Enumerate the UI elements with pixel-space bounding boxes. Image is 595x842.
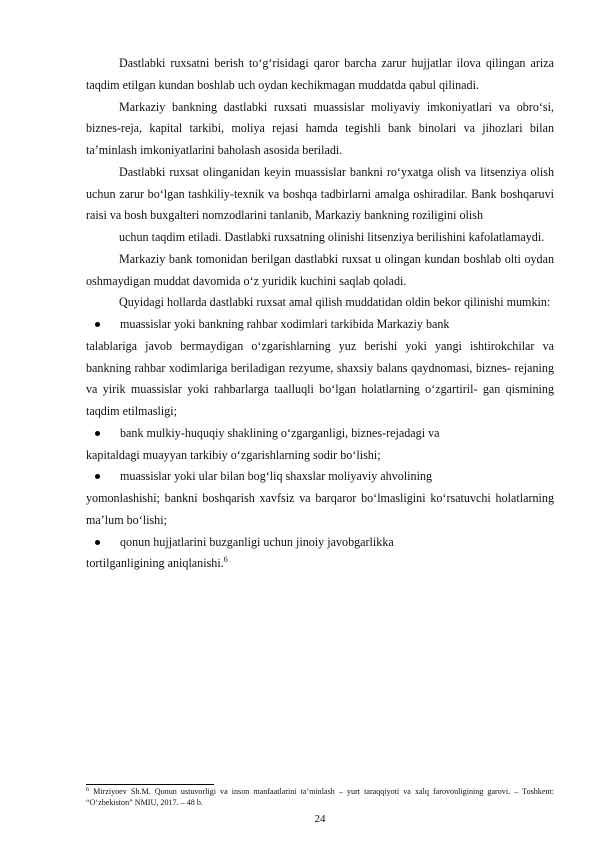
body-text (86, 53, 554, 575)
paragraph-1: Dastlabki ruxsatni berish to‘g‘risidagi qaror barcha zarur hujjatlar ilova qilingan ariza taqdim etilgan kundan boshlab uch oydan kechikmagan muddatda qabul qilinadi. (86, 56, 554, 92)
footnote-number: 6 (86, 787, 89, 793)
paragraph-6: Quyidagi hollarda dastlabki ruxsat amal qilish muddatidan oldin bekor qilinishi mumkin: (119, 295, 551, 310)
bullet-item-first-line: bank mulkiy-huquqiy shaklining o‘zgarganligi, biznes-rejadagi va (120, 425, 440, 440)
bullet-dot-icon (95, 540, 100, 545)
paragraph-4: uchun taqdim etiladi. Dastlabki ruxsatning olinishi litsenziya berilishini kafolatlamaydi. (119, 230, 545, 244)
bullet-item-first-line: muassislar yoki ular bilan bog‘liq shaxslar moliyaviy ahvolining (120, 469, 433, 484)
bullet-item-continuation: yomonlashishi; bankni boshqarish xavfsiz va barqaror bo‘lmasligini ko‘rsatuvchi holatlarning ma’lum bo‘lishi; (86, 491, 554, 527)
paragraph-5: Markaziy bank tomonidan berilgan dastlabki ruxsat u olingan kundan boshlab olti oydan oshmaydigan muddat davomida o‘z yuridik kuchini saqlab qoladi. (86, 251, 554, 288)
footnote-separator (86, 784, 214, 785)
bullet-item-first-line: muassislar yoki bankning rahbar xodimlari tarkibida Markaziy bank (120, 317, 450, 331)
page-number: 24 (314, 813, 326, 825)
footnote-reference[interactable]: 6 (223, 555, 228, 565)
bullet-dot-icon (95, 431, 100, 436)
paragraph-2: Markaziy bankning dastlabki ruxsati muassislar moliyaviy imkoniyatlari va obro‘si, biznes-reja, kapital tarkibi, moliya rejasi hamda tegishli bank binolari va jihozlari bilan ta’minlash imkoniyatlarini baholash asosida beriladi. (86, 99, 554, 157)
bullet-item-3 (86, 466, 554, 531)
bullet-item-2 (86, 423, 554, 467)
bullet-item-continuation: kapitaldagi muayyan tarkibiy o‘zgarishlarning sodir bo‘lishi; (86, 447, 381, 462)
bullet-item-continuation: talablariga javob bermaydigan o‘zgarishlarning yuz berishi yoki yangi ishtirokchilar va bankning rahbar xodimlariga beriladigan rezyume, shaxsiy balans qaydnomasi, biznes- rejaning va yirik muassislar yoki rahbarlarga taalluqli bo‘lgan holatlarning o‘zgartiril- gan qismining taqdim etilmasligi; (86, 338, 554, 418)
bullet-item-continuation: tortilganligining aniqlanishi. (86, 556, 224, 571)
bullet-item-4 (86, 532, 554, 576)
bullet-dot-icon (95, 322, 100, 327)
footnote-text: Mirziyoev Sh.M. Qonun ustuvorligi va inson manfaatlarini ta’minlash – yurt taraqqiyoti va xalq farovonligining garovi. – Toshkent: “O‘zbekiston” NMIU, 2017. – 48 b. (86, 787, 554, 807)
bullet-item-1 (86, 314, 554, 423)
bullet-item-first-line: qonun hujjatlarini buzganligi uchun jinoiy javobgarlikka (120, 534, 394, 549)
footnote (86, 786, 554, 808)
paragraph-3: Dastlabki ruxsat olinganidan keyin muassislar bankni ro‘yxatga olish va litsenziya olish uchun zarur bo‘lgan tashkiliy-texnik va boshqa tadbirlarni amalga oshiradilar. Bank boshqaruvi raisi va bosh buxgalteri nomzodlarini tanlanib, Markaziy bankning roziligini olish (86, 164, 554, 223)
